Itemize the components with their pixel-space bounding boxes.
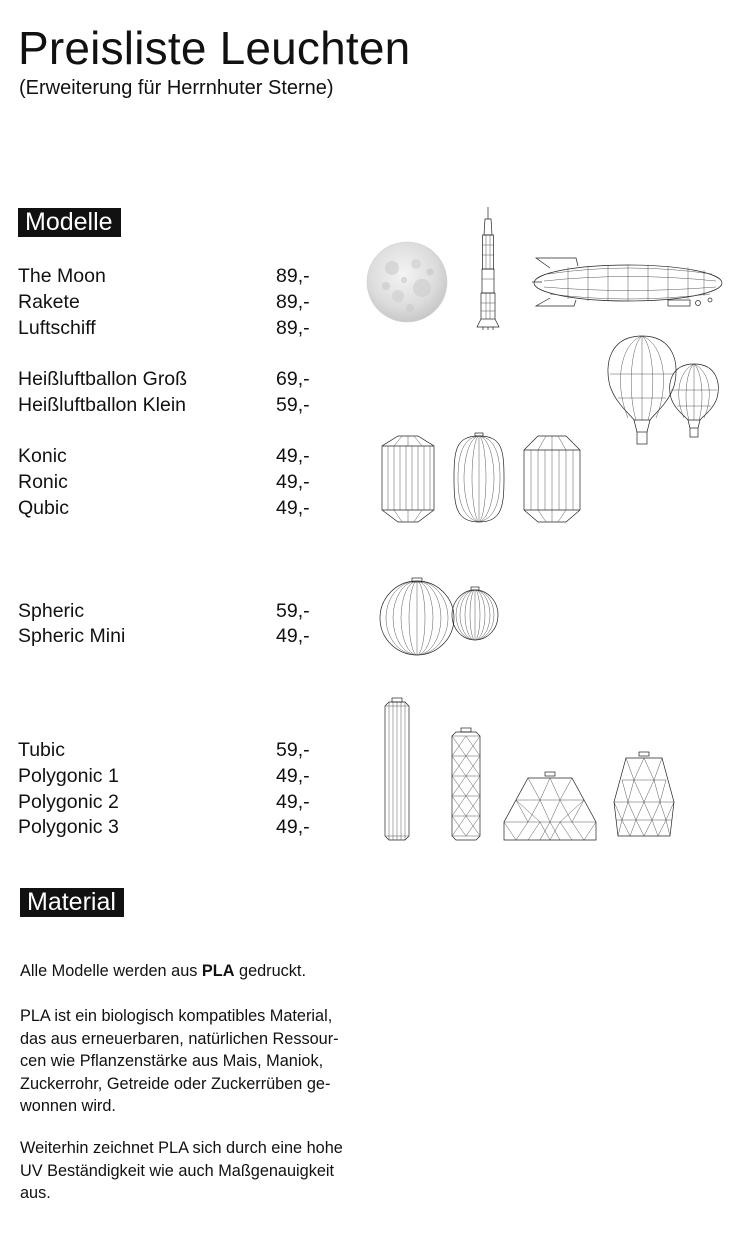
model-price: 49,-: [276, 816, 310, 838]
polygonic-2-lamp-illustration: [500, 770, 600, 844]
model-name: Polygonic 1: [18, 765, 119, 787]
price-row-rakete: [18, 290, 310, 314]
material-paragraph-2: [20, 1005, 400, 1118]
konic-lamp-illustration: [378, 432, 438, 526]
rocket-illustration: [474, 205, 502, 331]
model-name: Polygonic 3: [18, 816, 119, 838]
model-name: Spheric Mini: [18, 625, 126, 647]
material-line: wonnen wird.: [20, 1097, 116, 1116]
model-price: 69,-: [276, 368, 310, 390]
material-line: cen wie Pflanzenstärke aus Mais, Maniok,: [20, 1052, 324, 1071]
model-name: Rakete: [18, 291, 80, 313]
material-paragraph-3: [20, 1137, 400, 1205]
section-label-material: Material: [20, 888, 124, 917]
price-row-tubic: [18, 738, 310, 762]
material-line: PLA ist ein biologisch kompatibles Material,: [20, 1007, 333, 1025]
page-title: Preisliste Leuchten: [18, 22, 411, 74]
material-line: aus.: [20, 1184, 51, 1203]
model-name: Tubic: [18, 739, 65, 761]
price-row-the-moon: [18, 264, 310, 288]
model-price: 49,-: [276, 625, 310, 647]
material-line: Zuckerrohr, Getreide oder Zuckerrüben ge-: [20, 1074, 331, 1093]
airship-illustration: [528, 254, 726, 310]
qubic-lamp-illustration: [520, 432, 584, 526]
model-price: 59,-: [276, 739, 310, 761]
price-row-heissluftballon-gross: [18, 367, 310, 391]
model-name: Spheric: [18, 600, 85, 622]
model-name: Luftschiff: [18, 317, 96, 339]
price-row-spheric: [18, 599, 310, 623]
price-row-qubic: [18, 496, 310, 520]
price-row-polygonic-3: [18, 815, 310, 839]
material-text: gedruckt.: [234, 962, 306, 980]
model-price: 49,-: [276, 497, 310, 519]
material-text: Alle Modelle werden aus: [20, 962, 202, 980]
ronic-lamp-illustration: [450, 432, 508, 526]
model-price: 59,-: [276, 600, 310, 622]
price-row-polygonic-1: [18, 764, 310, 788]
model-name: Qubic: [18, 497, 69, 519]
model-name: Polygonic 2: [18, 791, 119, 813]
page-subtitle: (Erweiterung für Herrnhuter Sterne): [19, 77, 334, 99]
price-row-polygonic-2: [18, 790, 310, 814]
material-line: das aus erneuerbaren, natürlichen Ressour-: [20, 1029, 339, 1048]
price-row-luftschiff: [18, 316, 310, 340]
hot-air-balloon-small-illustration: [667, 362, 721, 442]
model-price: 89,-: [276, 317, 310, 339]
moon-illustration: [364, 238, 450, 328]
polygonic-3-lamp-illustration: [610, 750, 678, 844]
material-line: UV Beständigkeit wie auch Maßgenauigkeit: [20, 1161, 335, 1180]
model-name: Konic: [18, 445, 67, 467]
spheric-lamp-illustration: [378, 576, 456, 658]
tubic-lamp-illustration: [379, 696, 415, 844]
model-price: 49,-: [276, 791, 310, 813]
model-price: 89,-: [276, 265, 310, 287]
material-line: Weiterhin zeichnet PLA sich durch eine hohe: [20, 1139, 343, 1157]
model-price: 49,-: [276, 471, 310, 493]
material-paragraph-1: [20, 960, 400, 983]
polygonic-1-lamp-illustration: [446, 726, 486, 844]
model-name: Heißluftballon Klein: [18, 394, 187, 416]
model-name: Ronic: [18, 471, 68, 493]
price-row-spheric-mini: [18, 624, 310, 648]
price-row-heissluftballon-klein: [18, 393, 310, 417]
spheric-mini-lamp-illustration: [450, 586, 500, 642]
model-price: 89,-: [276, 291, 310, 313]
material-highlight: PLA: [201, 962, 235, 980]
model-price: 49,-: [276, 445, 310, 467]
model-price: 49,-: [276, 765, 310, 787]
model-price: 59,-: [276, 394, 310, 416]
price-row-ronic: [18, 470, 310, 494]
section-label-models: Modelle: [18, 208, 121, 237]
model-name: Heißluftballon Groß: [18, 368, 188, 390]
price-row-konic: [18, 444, 310, 468]
model-name: The Moon: [18, 265, 106, 287]
